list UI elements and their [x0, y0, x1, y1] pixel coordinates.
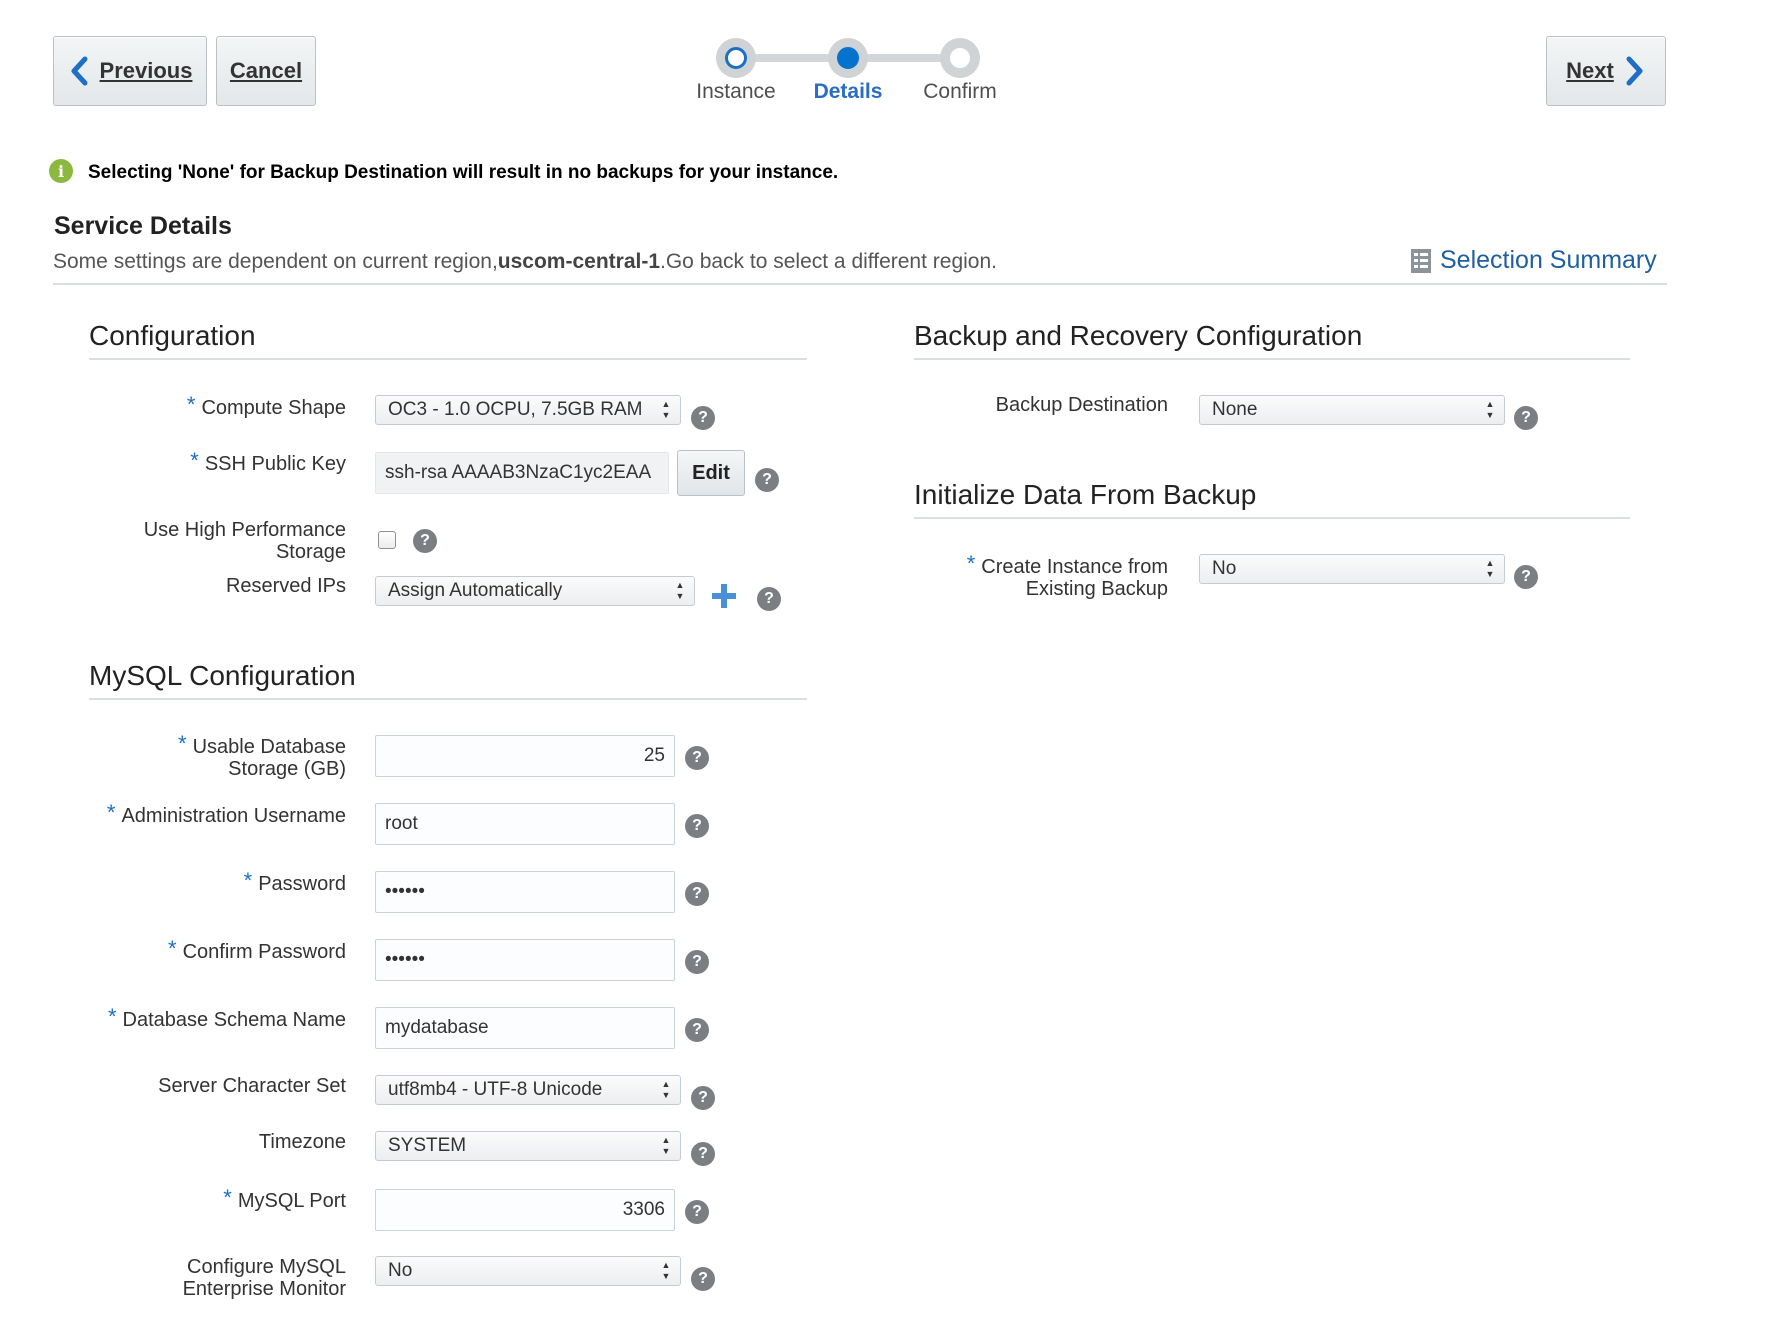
required-marker: * — [178, 731, 187, 756]
mysql-port-label — [80, 1187, 346, 1212]
db-storage-input[interactable]: 25 — [375, 735, 675, 777]
next-label: Next — [1566, 58, 1614, 83]
help-icon[interactable]: ? — [757, 587, 781, 611]
train-stop-instance[interactable] — [716, 38, 756, 78]
header-divider — [53, 283, 1667, 285]
high-perf-storage-label-line1: Use High Performance — [143, 519, 346, 541]
select-arrows-icon: ▲ ▼ — [661, 1079, 671, 1100]
enterprise-monitor-select[interactable] — [375, 1256, 681, 1286]
select-arrows-icon: ▲ ▼ — [1485, 399, 1495, 420]
initialize-divider — [914, 517, 1630, 519]
backup-title: Backup and Recovery Configuration — [914, 320, 1363, 351]
schema-name-input[interactable]: mydatabase — [375, 1007, 675, 1049]
create-from-backup-select[interactable] — [1199, 554, 1505, 584]
selection-summary-label[interactable]: Selection Summary — [1440, 246, 1657, 274]
selection-summary-link[interactable] — [1410, 246, 1657, 275]
previous-label: Previous — [99, 58, 193, 83]
help-icon[interactable]: ? — [691, 1086, 715, 1110]
compute-shape-value: OC3 - 1.0 OCPU, 7.5GB RAM — [388, 399, 643, 420]
help-icon[interactable]: ? — [1514, 565, 1538, 589]
required-marker: * — [966, 551, 976, 576]
page-title: Service Details — [54, 212, 232, 240]
help-icon[interactable]: ? — [685, 814, 709, 838]
help-icon[interactable]: ? — [691, 1267, 715, 1291]
reserved-ips-label: Reserved IPs — [225, 575, 346, 597]
help-icon[interactable]: ? — [685, 882, 709, 906]
timezone-label: Timezone — [258, 1131, 346, 1153]
help-icon[interactable]: ? — [413, 529, 437, 553]
compute-shape-label — [80, 394, 346, 419]
help-icon[interactable]: ? — [1514, 406, 1538, 430]
info-message: Selecting 'None' for Backup Destination will result in no backups for your instance. — [88, 162, 839, 183]
region-name: uscom-central-1 — [497, 250, 661, 273]
password-label — [80, 870, 346, 895]
help-icon[interactable]: ? — [691, 406, 715, 430]
backup-divider — [914, 358, 1630, 360]
help-icon[interactable]: ? — [685, 950, 709, 974]
configuration-title: Configuration — [89, 320, 256, 351]
charset-label: Server Character Set — [158, 1075, 346, 1097]
db-storage-label-line1: Usable Database — [192, 736, 346, 758]
reserved-ips-select[interactable] — [375, 576, 695, 606]
select-arrows-icon: ▲ ▼ — [675, 580, 685, 601]
previous-button[interactable] — [53, 36, 207, 106]
configuration-divider — [89, 358, 807, 360]
password-label-text: Password — [258, 873, 346, 895]
select-arrows-icon: ▲ ▼ — [661, 399, 671, 420]
enterprise-monitor-label-line2: Enterprise Monitor — [182, 1278, 346, 1300]
ssh-key-label — [80, 450, 346, 475]
train-label-details[interactable]: Details — [813, 80, 883, 103]
cancel-label: Cancel — [229, 58, 303, 83]
help-icon[interactable]: ? — [685, 1200, 709, 1224]
admin-username-label-text: Administration Username — [121, 805, 346, 827]
chevron-right-icon — [1624, 56, 1646, 86]
chevron-left-icon — [68, 56, 90, 86]
backup-destination-value: None — [1212, 399, 1258, 420]
select-arrows-icon: ▲ ▼ — [661, 1260, 671, 1281]
help-icon[interactable]: ? — [685, 746, 709, 770]
select-arrows-icon: ▲ ▼ — [1485, 558, 1495, 579]
edit-ssh-key-button[interactable]: Edit — [677, 450, 745, 496]
ssh-key-value: ssh-rsa AAAAB3NzaC1yc2EAA — [385, 462, 652, 483]
required-marker: * — [168, 936, 177, 961]
train-stop-details[interactable] — [828, 38, 868, 78]
create-from-backup-value: No — [1212, 558, 1237, 579]
admin-username-label — [40, 802, 346, 827]
mysql-port-label-text: MySQL Port — [237, 1190, 346, 1212]
backup-destination-label: Backup Destination — [995, 394, 1168, 416]
required-marker: * — [186, 392, 196, 417]
reserved-ips-value: Assign Automatically — [388, 580, 563, 601]
checklist-icon — [1410, 248, 1432, 274]
region-note — [53, 250, 997, 274]
compute-shape-select[interactable] — [375, 395, 681, 425]
confirm-password-input[interactable]: •••••• — [375, 939, 675, 981]
help-icon[interactable]: ? — [685, 1018, 709, 1042]
train-stop-confirm[interactable] — [940, 38, 980, 78]
high-perf-storage-checkbox[interactable] — [378, 531, 396, 549]
db-storage-label — [80, 733, 346, 780]
ssh-key-field[interactable] — [375, 452, 669, 494]
db-storage-label-line2: Storage (GB) — [228, 758, 346, 780]
charset-select[interactable] — [375, 1075, 681, 1105]
confirm-password-label — [80, 938, 346, 963]
create-from-backup-label-line1: Create Instance from — [981, 556, 1168, 578]
compute-shape-label-text: Compute Shape — [201, 397, 346, 419]
schema-name-label-text: Database Schema Name — [122, 1009, 346, 1031]
create-from-backup-label-line2: Existing Backup — [1025, 578, 1168, 600]
next-button[interactable] — [1546, 36, 1666, 106]
confirm-password-label-text: Confirm Password — [182, 941, 346, 963]
initialize-title: Initialize Data From Backup — [914, 479, 1257, 510]
password-input[interactable]: •••••• — [375, 871, 675, 913]
required-marker: * — [223, 1185, 232, 1210]
cancel-button[interactable] — [216, 36, 316, 106]
mysql-configuration-title: MySQL Configuration — [89, 660, 356, 691]
help-icon[interactable]: ? — [755, 468, 779, 492]
select-arrows-icon: ▲ ▼ — [661, 1135, 671, 1156]
high-perf-storage-label — [80, 519, 346, 563]
enterprise-monitor-label-line1: Configure MySQL — [187, 1256, 346, 1278]
train-label-confirm[interactable]: Confirm — [923, 80, 997, 103]
backup-destination-select[interactable] — [1199, 395, 1505, 425]
schema-name-label — [40, 1006, 346, 1031]
charset-value: utf8mb4 - UTF-8 Unicode — [388, 1079, 603, 1100]
train-connector — [755, 54, 835, 62]
plus-icon[interactable] — [710, 582, 738, 610]
region-note-suffix: .Go back to select a different region. — [660, 250, 997, 273]
required-marker: * — [243, 868, 253, 893]
required-marker: * — [106, 800, 116, 825]
timezone-value: SYSTEM — [388, 1135, 467, 1156]
region-note-prefix: Some settings are dependent on current region, — [53, 250, 498, 273]
required-marker: * — [107, 1004, 117, 1029]
create-from-backup-label — [868, 553, 1168, 600]
train-connector — [867, 54, 947, 62]
required-marker: * — [190, 448, 199, 473]
timezone-select[interactable] — [375, 1131, 681, 1161]
admin-username-input[interactable]: root — [375, 803, 675, 845]
enterprise-monitor-value: No — [388, 1260, 413, 1281]
enterprise-monitor-label — [80, 1256, 346, 1300]
high-perf-storage-label-line2: Storage — [275, 541, 346, 563]
mysql-divider — [89, 698, 807, 700]
ssh-key-label-text: SSH Public Key — [204, 453, 346, 475]
help-icon[interactable]: ? — [691, 1142, 715, 1166]
info-icon: i — [49, 159, 73, 183]
train-label-instance[interactable]: Instance — [696, 80, 776, 103]
mysql-port-input[interactable]: 3306 — [375, 1189, 675, 1231]
